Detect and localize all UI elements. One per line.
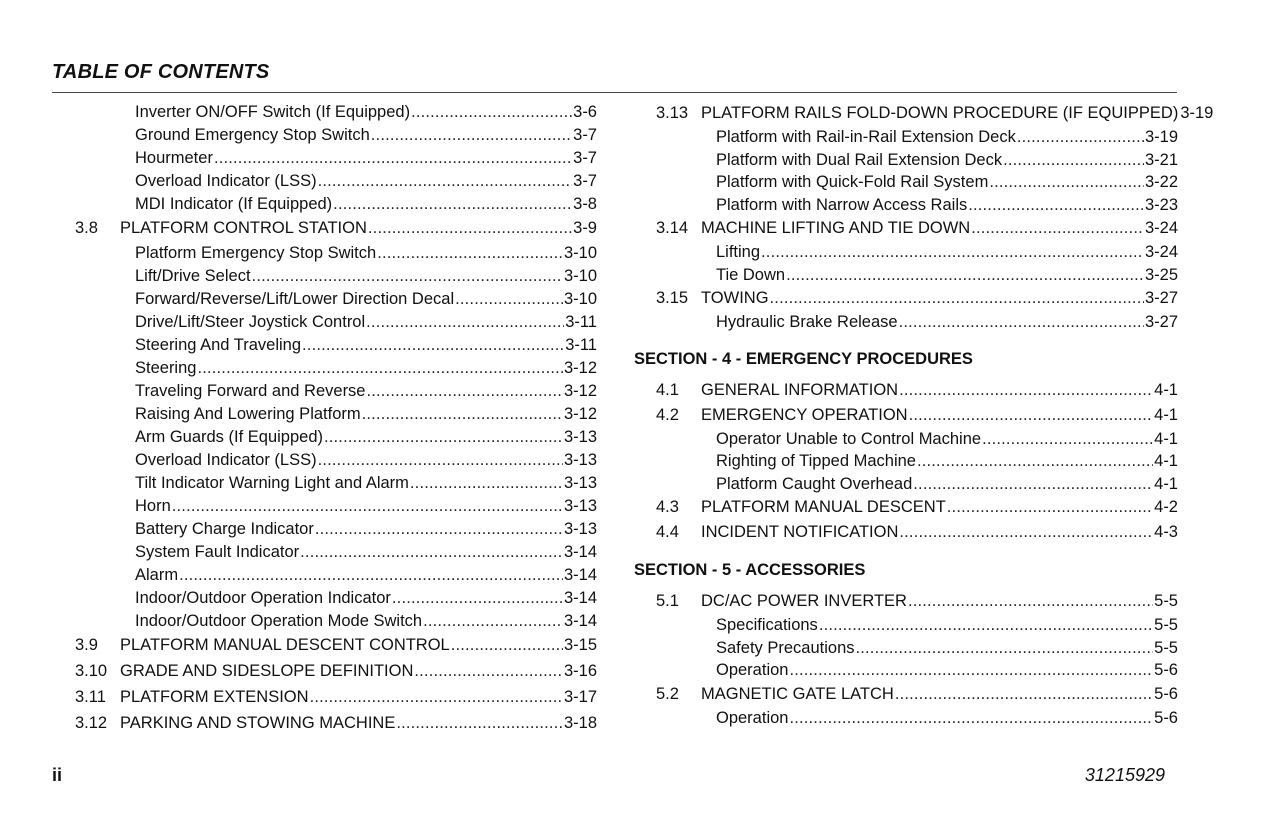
toc-entry-sub[interactable] <box>75 313 597 336</box>
toc-entry-label: Overload Indicator (LSS) <box>135 451 317 469</box>
toc-entry-sub[interactable] <box>634 196 1178 219</box>
toc-entry-page: 3-12 <box>563 405 597 423</box>
toc-entry-page: 3-13 <box>563 451 597 469</box>
dot-leader <box>377 244 563 263</box>
toc-entry-sub[interactable] <box>75 497 597 520</box>
dot-leader <box>172 497 563 516</box>
header-rule <box>52 92 1177 93</box>
toc-entry-number: 4.4 <box>656 523 679 541</box>
toc-entry-sub[interactable] <box>634 173 1178 196</box>
dot-leader <box>819 616 1153 635</box>
toc-entry-main[interactable] <box>634 497 1178 522</box>
toc-entry-main[interactable] <box>634 591 1178 616</box>
toc-entry-label: GRADE AND SIDESLOPE DEFINITION <box>120 662 414 680</box>
toc-entry-label: Hourmeter <box>135 149 213 167</box>
toc-entry-page: 3-23 <box>1144 195 1178 214</box>
toc-entry-sub[interactable] <box>75 172 597 195</box>
toc-entry-page: 5-6 <box>1154 661 1178 679</box>
toc-entry-page: 5-6 <box>1154 708 1178 727</box>
toc-entry-label: Platform Caught Overhead <box>716 474 913 493</box>
toc-entry-number: 3.15 <box>656 289 689 307</box>
toc-entry-sub[interactable] <box>75 244 597 267</box>
toc-entry-page: 3-14 <box>563 612 597 630</box>
toc-entry-label: Horn <box>135 497 171 515</box>
dot-leader <box>770 289 1144 308</box>
toc-entry-page: 3-12 <box>563 359 597 377</box>
toc-entry-sub[interactable] <box>634 128 1178 151</box>
toc-entry-label: DC/AC POWER INVERTER <box>701 592 907 610</box>
toc-entry-label: Platform with Rail-in-Rail Extension Deck <box>716 128 1016 146</box>
toc-entry-label: PLATFORM CONTROL STATION <box>120 219 367 237</box>
toc-entry-label: Tilt Indicator Warning Light and Alarm <box>135 474 409 492</box>
toc-entry-sub[interactable] <box>634 430 1178 453</box>
dot-leader <box>913 475 1153 494</box>
toc-entry-page: 3-14 <box>563 543 597 561</box>
toc-entry-label: Operator Unable to Control Machine <box>716 429 982 448</box>
toc-entry-label: Raising And Lowering Platform <box>135 405 361 423</box>
toc-entry-page: 3-17 <box>563 688 597 706</box>
toc-entry-page: 4-1 <box>1154 380 1178 399</box>
toc-entry-label: Indoor/Outdoor Operation Mode Switch <box>135 612 423 630</box>
toc-entry-main[interactable] <box>75 661 597 687</box>
toc-entry-page: 3-25 <box>1144 265 1178 284</box>
dot-leader <box>789 661 1153 680</box>
toc-entry-sub[interactable] <box>75 103 597 126</box>
dot-leader <box>366 382 562 401</box>
toc-entry-page: 3-8 <box>573 195 597 213</box>
toc-entry-sub[interactable] <box>634 266 1178 289</box>
dot-leader <box>1003 151 1144 170</box>
dot-leader <box>899 313 1144 332</box>
dot-leader <box>947 498 1153 517</box>
toc-entry-label: Platform with Quick-Fold Rail System <box>716 173 989 191</box>
page-title: TABLE OF CONTENTS <box>52 61 270 83</box>
dot-leader <box>789 709 1153 728</box>
toc-entry-label: PLATFORM MANUAL DESCENT CONTROL <box>120 636 450 654</box>
toc-entry-page: 3-19 <box>1144 128 1178 146</box>
toc-entry-page: 3-7 <box>573 126 597 144</box>
toc-entry-page: 3-19 <box>1180 104 1214 122</box>
dot-leader <box>423 612 563 631</box>
toc-entry-page: 3-14 <box>563 566 597 584</box>
toc-entry-sub[interactable] <box>634 639 1178 662</box>
dot-leader <box>414 662 563 681</box>
toc-entry-page: 3-27 <box>1144 289 1178 307</box>
toc-entry-sub[interactable] <box>75 543 597 566</box>
toc-entry-label: Platform Emergency Stop Switch <box>135 244 377 262</box>
toc-entry-page: 3-24 <box>1144 243 1178 261</box>
toc-entry-label: Operation <box>716 661 789 679</box>
dot-leader <box>411 103 572 122</box>
toc-entry-label: Platform with Dual Rail Extension Deck <box>716 150 1003 169</box>
toc-entry-page: 5-5 <box>1154 616 1178 634</box>
dot-leader <box>982 430 1153 449</box>
section-4-heading: SECTION - 4 - EMERGENCY PROCEDURES <box>634 349 973 368</box>
toc-entry-label: Inverter ON/OFF Switch (If Equipped) <box>135 103 411 121</box>
toc-entry-label: Indoor/Outdoor Operation Indicator <box>135 589 391 607</box>
toc-entry-page: 3-22 <box>1144 173 1178 191</box>
toc-entry-page: 3-13 <box>563 428 597 446</box>
toc-entry-sub[interactable] <box>634 452 1178 475</box>
dot-leader <box>197 359 563 378</box>
toc-entry-label: MAGNETIC GATE LATCH <box>701 684 894 703</box>
toc-entry-sub[interactable] <box>75 126 597 149</box>
dot-leader <box>392 589 563 608</box>
toc-entry-sub[interactable] <box>75 382 597 405</box>
toc-entry-label: Righting of Tipped Machine <box>716 452 916 470</box>
toc-entry-page: 3-10 <box>563 244 597 262</box>
toc-entry-sub[interactable] <box>634 151 1178 174</box>
section-5-heading: SECTION - 5 - ACCESSORIES <box>634 561 866 579</box>
toc-entry-label: Safety Precautions <box>716 638 855 657</box>
toc-entry-page: 4-3 <box>1154 523 1178 541</box>
toc-entry-page: 4-1 <box>1154 474 1178 493</box>
dot-leader <box>899 381 1153 400</box>
dot-leader <box>318 172 573 191</box>
toc-entry-page: 3-21 <box>1144 150 1178 169</box>
toc-entry-label: Platform with Narrow Access Rails <box>716 195 968 214</box>
dot-leader <box>371 126 572 145</box>
toc-entry-page: 3-27 <box>1144 313 1178 331</box>
toc-entry-page: 3-11 <box>565 336 597 354</box>
toc-entry-label: Overload Indicator (LSS) <box>135 172 317 190</box>
toc-entry-label: Operation <box>716 708 789 727</box>
toc-entry-page: 3-14 <box>563 589 597 607</box>
toc-entry-page: 4-1 <box>1154 452 1178 470</box>
toc-entry-sub[interactable] <box>75 451 597 474</box>
toc-entry-label: PLATFORM EXTENSION <box>120 688 309 706</box>
toc-entry-number: 5.2 <box>656 684 679 703</box>
dot-leader <box>179 566 563 585</box>
toc-entry-sub[interactable] <box>75 149 597 172</box>
toc-entry-sub[interactable] <box>634 313 1178 336</box>
toc-entry-label: PLATFORM MANUAL DESCENT <box>701 498 946 516</box>
toc-entry-number: 4.3 <box>656 498 679 516</box>
toc-entry-sub[interactable] <box>75 336 597 359</box>
toc-entry-sub[interactable] <box>634 475 1178 498</box>
dot-leader <box>909 406 1154 425</box>
toc-entry-label: Tie Down <box>716 265 786 284</box>
toc-entry-label: Arm Guards (If Equipped) <box>135 428 323 446</box>
dot-leader <box>455 290 563 309</box>
toc-right-column <box>634 103 1214 731</box>
toc-section-5 <box>634 591 1178 731</box>
footer-document-number: 31215929 <box>1084 765 1165 785</box>
toc-entry-page: 3-6 <box>573 103 597 121</box>
toc-section-4 <box>634 380 1178 548</box>
toc-entry-sub[interactable] <box>634 243 1178 266</box>
toc-entry-sub[interactable] <box>75 290 597 313</box>
toc-entry-page: 5-5 <box>1154 638 1178 657</box>
dot-leader <box>315 520 563 539</box>
dot-leader <box>971 219 1144 238</box>
dot-leader <box>333 195 572 214</box>
dot-leader <box>368 219 572 238</box>
toc-entry-sub[interactable] <box>75 474 597 497</box>
toc-entry-main[interactable] <box>634 288 1178 313</box>
toc-entry-main[interactable] <box>634 103 1214 128</box>
toc-entry-label: Battery Charge Indicator <box>135 520 314 538</box>
toc-entry-label: Specifications <box>716 616 818 634</box>
dot-leader <box>214 149 572 168</box>
toc-entry-label: GENERAL INFORMATION <box>701 380 899 399</box>
toc-entry-sub[interactable] <box>634 616 1178 639</box>
toc-entry-number: 3.10 <box>75 662 108 680</box>
toc-entry-label: MACHINE LIFTING AND TIE DOWN <box>701 219 971 237</box>
toc-entry-page: 3-18 <box>563 714 597 732</box>
dot-leader <box>1017 128 1144 147</box>
toc-entry-label: EMERGENCY OPERATION <box>701 405 908 424</box>
toc-entry-sub[interactable] <box>75 566 597 589</box>
dot-leader <box>856 639 1154 658</box>
toc-entry-main[interactable] <box>634 380 1178 405</box>
toc-entry-number: 5.1 <box>656 592 679 610</box>
toc-entry-page: 3-10 <box>563 290 597 308</box>
dot-leader <box>968 196 1144 215</box>
dot-leader <box>786 266 1144 285</box>
dot-leader <box>451 636 563 655</box>
toc-entry-number: 3.12 <box>75 714 108 732</box>
toc-entry-page: 3-7 <box>573 149 597 167</box>
toc-entry-number: 3.11 <box>75 688 106 706</box>
dot-leader <box>318 451 563 470</box>
dot-leader <box>324 428 563 447</box>
toc-entry-main[interactable] <box>634 218 1178 243</box>
toc-entry-label: System Fault Indicator <box>135 543 300 561</box>
toc-entry-page: 3-16 <box>563 662 597 680</box>
dot-leader <box>302 336 564 355</box>
toc-entry-main[interactable] <box>634 522 1178 547</box>
toc-entry-sub[interactable] <box>75 612 597 635</box>
toc-entry-page: 3-7 <box>573 172 597 190</box>
toc-entry-page: 3-13 <box>563 474 597 492</box>
toc-entry-sub[interactable] <box>75 589 597 612</box>
footer-page-number: ii <box>52 765 63 785</box>
toc-entry-page: 4-1 <box>1154 405 1178 424</box>
toc-entry-label: Lifting <box>716 243 761 261</box>
dot-leader <box>310 688 563 707</box>
dot-leader <box>410 474 563 493</box>
toc-entry-sub[interactable] <box>75 428 597 451</box>
toc-entry-label: PLATFORM RAILS FOLD-DOWN PROCEDURE (IF EQUIPPED) <box>701 104 1179 122</box>
toc-entry-main[interactable] <box>75 218 597 244</box>
dot-leader <box>366 313 564 332</box>
toc-entry-number: 4.1 <box>656 380 679 399</box>
toc-left-column <box>75 103 597 739</box>
dot-leader <box>761 243 1144 262</box>
toc-entry-page: 3-13 <box>563 520 597 538</box>
dot-leader <box>300 543 563 562</box>
toc-entry-main[interactable] <box>75 635 597 661</box>
toc-entry-page: 3-9 <box>573 219 597 237</box>
toc-entry-label: TOWING <box>701 289 769 307</box>
toc-entry-sub[interactable] <box>75 520 597 543</box>
toc-entry-page: 3-12 <box>563 382 597 400</box>
toc-entry-label: PARKING AND STOWING MACHINE <box>120 714 396 732</box>
toc-entry-label: Ground Emergency Stop Switch <box>135 126 370 144</box>
toc-entry-label: Drive/Lift/Steer Joystick Control <box>135 313 366 331</box>
toc-entry-label: MDI Indicator (If Equipped) <box>135 195 333 213</box>
toc-entry-page: 3-24 <box>1144 219 1178 237</box>
toc-entry-page: 5-6 <box>1154 684 1178 703</box>
toc-entry-label: Lift/Drive Select <box>135 267 251 285</box>
toc-entry-sub[interactable] <box>75 267 597 290</box>
toc-entry-main[interactable] <box>75 713 597 739</box>
toc-entry-main[interactable] <box>634 684 1178 709</box>
dot-leader <box>362 405 563 424</box>
toc-entry-number: 3.8 <box>75 219 98 237</box>
toc-entry-sub[interactable] <box>75 359 597 382</box>
toc-entry-label: Forward/Reverse/Lift/Lower Direction Decal <box>135 290 455 308</box>
toc-entry-page: 4-1 <box>1154 429 1178 448</box>
toc-entry-number: 4.2 <box>656 405 679 424</box>
toc-section-3-continued <box>634 103 1214 336</box>
dot-leader <box>899 523 1153 542</box>
toc-entry-label: Steering <box>135 359 197 377</box>
dot-leader <box>908 592 1153 611</box>
dot-leader <box>396 714 563 733</box>
toc-entry-page: 3-13 <box>563 497 597 515</box>
toc-entry-page: 5-5 <box>1154 592 1178 610</box>
dot-leader <box>895 685 1153 704</box>
toc-entry-label: Hydraulic Brake Release <box>716 313 898 331</box>
toc-entry-page: 4-2 <box>1154 498 1178 516</box>
toc-entry-number: 3.14 <box>656 219 689 237</box>
toc-entry-page: 3-15 <box>563 636 597 654</box>
toc-entry-number: 3.13 <box>656 104 689 122</box>
toc-entry-label: Steering And Traveling <box>135 336 302 354</box>
toc-entry-main[interactable] <box>75 687 597 713</box>
toc-entry-page: 3-11 <box>565 313 597 331</box>
toc-entry-sub[interactable] <box>634 661 1178 684</box>
dot-leader <box>252 267 563 286</box>
toc-entry-sub[interactable] <box>634 709 1178 732</box>
toc-entry-main[interactable] <box>634 405 1178 430</box>
toc-entry-label: Traveling Forward and Reverse <box>135 382 366 400</box>
toc-entry-sub[interactable] <box>75 405 597 428</box>
dot-leader <box>917 452 1153 471</box>
toc-entry-label: Alarm <box>135 566 179 584</box>
toc-entry-number: 3.9 <box>75 636 98 654</box>
dot-leader <box>989 173 1144 192</box>
toc-entry-label: INCIDENT NOTIFICATION <box>701 523 899 541</box>
toc-entry-sub[interactable] <box>75 195 597 218</box>
toc-entry-page: 3-10 <box>563 267 597 285</box>
